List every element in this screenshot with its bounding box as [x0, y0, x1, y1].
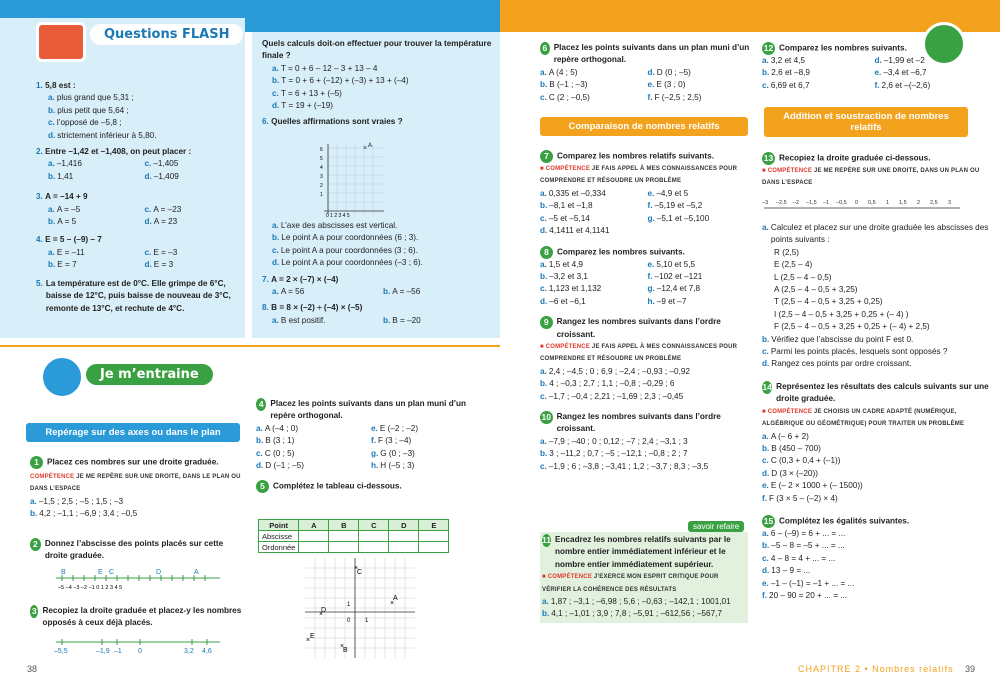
ex3-val-0: –5,5 — [54, 648, 68, 655]
ex1: 1 Placez ces nombres sur une droite graduée. COMPÉTENCE JE ME REPÈRE SUR UNE DROITE, DANS LE PLAN OU DANS L’ESPACE a. –1,5 ; 2,5 ; –5 ; 1,5 ; –3 b. 4,2 ; –1,1 ; –6,9 ; 3,4 ; –0,5 — [30, 457, 241, 519]
ex5-table: Point A B C D E Abscisse Ordonnée — [258, 519, 449, 553]
svg-text:×: × — [340, 643, 345, 650]
ex13-tick-10: 2 — [917, 200, 921, 206]
page-number-right: 39 — [965, 664, 976, 674]
ex13-tick-0: –3 — [762, 200, 769, 206]
svg-text:A: A — [368, 143, 373, 149]
ex13-tick-12: 3 — [948, 200, 952, 206]
ex3-number-line — [52, 636, 222, 658]
ex13-tick-4: –1 — [823, 200, 830, 206]
svg-text:B: B — [61, 569, 66, 576]
svg-text:6: 6 — [320, 147, 323, 153]
ex13-tick-5: –0,5 — [836, 200, 847, 206]
svg-text:A: A — [393, 595, 398, 602]
ex13-tick-6: 0 — [855, 200, 859, 206]
svg-text:D: D — [321, 607, 327, 614]
ex13-tick-11: 2,5 — [930, 200, 938, 206]
ex11: 11 Encadrez les nombres relatifs suivants par le nombre entier immédiatement inférieur et le nombre entier immédiatement supérieur. ■ COMPÉTENCE J’EXERCE MON ESPRIT CRITIQUE POUR VÉRIFIER LA COHÉRENCE DES RÉSULTATS a. 1,87 ; –3,1 ; –6,98 ; 5,6 ; –0,63 ; –142,1 ; 1001,01 b. 4,1 ; –1,01 ; 3,9 ; 7,8 ; –5,91 ; –612,56 ; –567,7 — [540, 532, 748, 623]
camera-icon — [36, 22, 86, 62]
svg-text:A: A — [194, 569, 199, 576]
ex13-tick-7: 0,5 — [868, 200, 876, 206]
flash-title: Questions FLASH — [90, 24, 243, 45]
page-number-left: 38 — [27, 664, 38, 674]
svg-text:3: 3 — [320, 174, 323, 180]
svg-text:×: × — [354, 565, 359, 572]
ex12: 12 Comparez les nombres suivants. a. 3,2 et 4,5 d. –1,99 et –2 b. 2,6 et –8,9 e. –3,4 et –6,7 c. 6,69 et 6,7 f. 2,6 et –(–2,6) — [762, 43, 931, 90]
svg-text:B: B — [343, 647, 348, 654]
flash-q6-graph — [318, 140, 386, 218]
flash-q5b: Quels calculs doit-on effectuer pour trouver la température finale ? a. T = 0 + 6 – 12 – 3 + 13 – 4 b. T = 0 + 6 + (–12) + (–3) + 13 + (–4) c. T = 6 + 13 + (–5) d. T = 19 + (–19) 6. Quelles affirmations sont vraies ? — [262, 39, 492, 127]
flash-q1: 1. 5,8 est : a. plus grand que 5,31 ; b. plus petit que 5,64 ; c. l’opposé de –5,8 ; d. strictement inférieur à 5,80. 2. Entre –1,42 et –1,408, on peut placer : a. –1,416 c. –1,405 b. 1,41 d. –1,409 3. A = –14 + 9 a. A = –5 c. A = –23 b. A = 5 d. A = 23 4. E = 5 – (–9) – 7 a. E = –11 c. E = –3 b. E = 7 d. E = 3 5. La température est de 0°C. Elle grimpe de 6°C, baisse de 12°C, puis baisse de nouveau de 3°C, remonte de 13°C, et rechute de 4°C. — [36, 81, 231, 313]
ex13-number-line — [762, 196, 962, 218]
svg-text:×: × — [363, 145, 368, 152]
flash-q6-answers: a. L’axe des abscisses est vertical. b. Le point A a pour coordonnées (6 ; 3). c. Le point A a pour coordonnées (3 ; 6). d. Le point A a pour coordonnées (–3 ; 6). 7. A = 2 × (–7) × (–4) a. A = 56 b. A = –56 8. B = 8 × (–2) ÷ (–4) × (–5) a. B est positif. b. B = –20 — [262, 221, 423, 325]
svg-text:0 1 2 3 4 5: 0 1 2 3 4 5 — [326, 213, 350, 218]
svg-text:1: 1 — [365, 618, 369, 624]
ex13-tick-8: 1 — [886, 200, 890, 206]
savoir-refaire-badge: savoir refaire — [688, 521, 744, 532]
ex13-tick-2: –2 — [793, 200, 800, 206]
svg-text:D: D — [156, 569, 162, 576]
ex3-val-5: 4,6 — [202, 648, 212, 655]
calculator-icon — [40, 355, 84, 399]
ex13: 13 Recopiez la droite graduée ci-dessous. ■ COMPÉTENCE JE ME REPÈRE SUR UNE DROITE, DANS UN PLAN OU DANS L’ESPACE — [762, 153, 980, 187]
section-reperage: Repérage sur des axes ou dans le plan — [26, 423, 240, 442]
svg-text:×: × — [390, 600, 395, 607]
svg-text:E: E — [98, 569, 103, 576]
ex4: 4 Placez les points suivants dans un plan muni d’un repère orthogonal. a. A (–4 ; 0) e. E (–2 ; –2) b. B (3 ; 1) f. F (3 ; –4) c. C (0 ; 5) g. G (0 ; –3) d. D (–1 ; –5) h. H (–5 ; 3) 5 Complétez le tableau ci-dessous. — [256, 399, 466, 492]
chapter-label: CHAPITRE 2 • Nombres relatifs — [798, 664, 954, 674]
svg-text:×: × — [306, 637, 311, 644]
svg-text:4: 4 — [320, 165, 323, 171]
ex13-tick-1: –2,5 — [776, 200, 787, 206]
svg-text:C: C — [109, 569, 115, 576]
ex3-val-1: –1,9 — [96, 648, 110, 655]
svg-text:1: 1 — [347, 602, 351, 608]
svg-text:2: 2 — [320, 183, 323, 189]
divider — [0, 345, 500, 347]
ex13-tick-3: –1,5 — [806, 200, 817, 206]
svg-text:C: C — [357, 569, 363, 576]
ex3: 3 Recopiez la droite graduée et placez-y les nombres opposés à ceux déjà placés. — [31, 606, 242, 628]
ex13-tick-9: 1,5 — [899, 200, 907, 206]
section-comparaison: Comparaison de nombres relatifs — [540, 117, 748, 136]
ex5-graph — [305, 558, 415, 658]
right-header-band — [500, 0, 1000, 32]
svg-text:5: 5 — [320, 156, 323, 162]
ex6: 6 Placez les points suivants dans un plan muni d’un repère orthogonal. a. A (4 ; 5) d. D (0 ; –5) b. B (–1 ; –3) e. E (3 ; 0) c. C (2 ; –0,5) f. F (–2,5 ; 2,5) — [540, 43, 750, 102]
svg-text:0: 0 — [347, 618, 351, 624]
ex2: 2 Donnez l’abscisse des points placés sur cette droite graduée. — [30, 538, 245, 563]
ex13-body: a. Calculez et placez sur une droite graduée les abscisses des points suivants : R (2,5) E (2,5 – 4) L (2,5 – 4 – 0,5) A (2,5 – 4 – 0,5 + 3,25) T (2,5 – 4 – 0,5 + 3,25 + 0,25) I (2,5 – 4 – 0,5 + 3,25 + 0,25 + (– 4) ) F (2,5 – 4 – 0,5 + 3,25 + 0,25 + (– 4) + 2,5) b. Vérifiez que l’abscisse du point F est 0. c. Parmi les points placés, lesquels sont opposés ? d. Rangez ces points par ordre croissant. 14 Représentez les résultats des calculs suivants sur une droite graduée. ■ COMPÉTENCE JE CHOISIS UN CADRE ADAPTÉ (NUMÉRIQUE, ALGÉBRIQUE OU GÉOMÉTRIQUE) POUR TRAITER UN PROBLÈME a. A (– 6 + 2) b. B (450 – 700) c. C (0,3 + 0,4 + (–1)) d. D (3 × (–20)) e. E (– 2 × 1000 + (– 1500)) f. F (3 × 5 – (–2) × 4) 15 Complétez les égalités suivantes. a. 6 – (–9) = 6 + ... = ... b. –5 – 8 = –5 + ... = ... c. 4 – 8 = 4 + ... = ... d. 13 – 9 = ... e. –1 – (–1) = –1 + ... = ... f. 20 – 90 = 20 + ... = ... — [762, 223, 989, 601]
svg-text:E: E — [310, 633, 315, 640]
section-addition: Addition et soustraction de nombres relatifs — [764, 107, 968, 137]
svg-text:–5 –4 –3 –2 –1 0 1 2 3 4 5: –5 –4 –3 –2 –1 0 1 2 3 4 5 — [58, 585, 123, 591]
svg-text:1: 1 — [320, 192, 323, 198]
ex3-val-4: 3,2 — [184, 648, 194, 655]
ex3-val-2: –1 — [114, 648, 122, 655]
ex3-val-3: 0 — [138, 648, 142, 655]
entraine-title: Je m’entraine — [86, 364, 213, 385]
svg-text:×: × — [319, 611, 324, 618]
ex7: 7 Comparez les nombres relatifs suivants. ■ COMPÉTENCE JE FAIS APPEL À MES CONNAISSANCES POUR COMPRENDRE ET RÉSOUDRE UN PROBLÈME a. 0,335 et –0,334 e. –4,9 et 5 b. –8,1 et –1,8 f. –5,19 et –5,2 c. –5 et –5,14 g. –5,1 et –5,100 d. 4,1411 et 4,1141 8 Comparez les nombres suivants. a. 1,5 et 4,9 e. 5,10 et 5,5 b. –3,2 et 3,1 f. –102 et –121 c. 1,123 et 1,132 g. –12,4 et 7,8 d. –6 et –6,1 h. –9 et –7 9 Rangez les nombres suivants dans l’ordre croissant. ■ COMPÉTENCE JE FAIS APPEL À MES CONNAISSANCES POUR COMPRENDRE ET RÉSOUDRE UN PROBLÈME a. 2,4 ; –4,5 ; 0 ; 6,9 ; –2,4 ; –0,93 ; –0,92 b. 4 ; –0,3 ; 2,7 ; 1,1 ; –0,8 ; –0,29 ; 6 c. –1,7 ; –0,4 ; 2,21 ; –1,69 ; 2,3 ; –0,45 10 Rangez les nombres suivants dans l’ordre croissant. a. –7,9 ; –40 ; 0 ; 0,12 ; –7 ; 2,4 ; –3,1 ; 3 b. 3 ; –11,2 ; 0,7 ; –5 ; –12,1 ; –0,8 ; 2 ; 7 c. –1,9 ; 6 ; –3,8 ; –3,41 ; 1,2 ; –3,7 ; 8,3 ; –3,5 — [540, 151, 738, 471]
ex2-number-line — [52, 568, 222, 592]
